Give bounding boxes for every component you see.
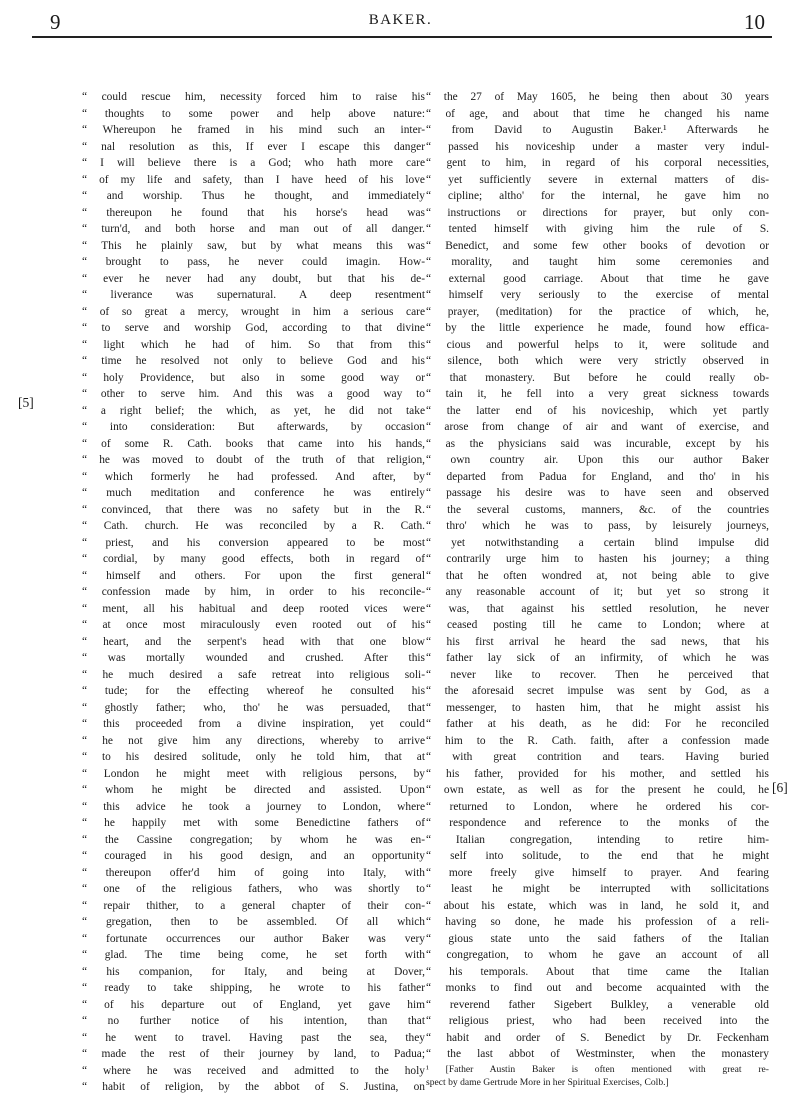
text-line: “ messenger, to hasten him, that he might assist his xyxy=(426,701,769,714)
text-line: “ respondence and reference to the monks of the xyxy=(426,817,769,829)
margin-marker-right: [6] xyxy=(772,780,788,795)
margin-marker-left: [5] xyxy=(18,395,34,410)
header-rule xyxy=(32,36,772,38)
text-line: “ nal resolution as this, If ever I escape this danger xyxy=(82,140,425,153)
left-text-column xyxy=(82,89,425,1096)
text-line: “ contrarily urge him to hasten his journey; a thing xyxy=(426,553,769,565)
text-line: “ his companion, for Italy, and being at Dover, xyxy=(82,965,425,978)
text-line: “ his father, provided for his mother, and settled his xyxy=(426,767,769,780)
page-number-left: 9 xyxy=(50,10,61,34)
text-line: “ least he might be interrupted with sollicitations xyxy=(426,883,769,895)
footnote-line: ¹ [Father Austin Baker is often mentioned with great re- xyxy=(426,1063,769,1075)
text-line: “ cious and powerful helps to it, were solitude and xyxy=(426,338,769,351)
text-line: “ tain it, he fell into a very great sickness towards xyxy=(426,388,769,400)
text-line: “ made the rest of their journey by land, to Padua; xyxy=(82,1048,425,1060)
text-line: “ ceased posting till he came to London; where at xyxy=(426,619,769,631)
text-line: “ his first arrival he heard the sad news, that his xyxy=(426,635,769,648)
text-line: “ of some R. Cath. books that came into his hands, xyxy=(82,437,425,450)
text-line: “ no further notice of his intention, than that xyxy=(82,1015,425,1027)
text-line: “ other to serve him. And this was a good way to xyxy=(82,388,425,400)
text-line: “ cipline; altho' for the internal, he gave him no xyxy=(426,190,769,202)
text-line: “ heart, and the serpent's head with that one blow xyxy=(82,635,425,648)
text-line: “ Benedict, and some few other books of devotion or xyxy=(426,239,769,252)
text-line: “ liverance was supernatural. A deep resentment xyxy=(82,289,425,301)
text-line: “ instructions or directions for prayer, but only con- xyxy=(426,206,769,219)
text-line: “ external good carriage. About that time he gave xyxy=(426,272,769,285)
text-line: “ This he plainly saw, but by what means this was xyxy=(82,239,425,252)
text-line: “ of my life and safety, than I have heed of his love xyxy=(82,173,425,186)
text-line: “ passed his noviceship under a master very indul- xyxy=(426,140,769,153)
page-header xyxy=(0,0,801,86)
text-line: “ habit of religion, by the abbot of S. Justina, on xyxy=(82,1081,425,1093)
text-line: “ that monastery. But before he could really ob- xyxy=(426,371,769,384)
text-line: “ Italian congregation, intending to retire him- xyxy=(426,833,769,846)
text-line: “ couraged in his good design, and an opportunity xyxy=(82,850,425,862)
text-line: “ Whereupon he framed in his mind such an inter- xyxy=(82,124,425,136)
text-line: “ himself and others. For upon the first general xyxy=(82,569,425,582)
text-line: “ ghostly father; who, tho' he was persuaded, that xyxy=(82,701,425,714)
text-line: “ this proceeded from a divine inspiration, yet could xyxy=(82,718,425,730)
text-line: “ of his departure out of England, yet gave him xyxy=(82,998,425,1011)
text-line: “ brought to pass, he never could imagin. How- xyxy=(82,256,425,268)
text-line: “ himself very seriously to the exercise of mental xyxy=(426,289,769,301)
text-line: “ much meditation and conference he was entirely xyxy=(82,487,425,499)
text-line: “ the last abbot of Westminster, when the monastery xyxy=(426,1048,769,1060)
text-line: “ was mortally wounded and crushed. After this xyxy=(82,652,425,664)
text-line: “ which formerly he had professed. And after, by xyxy=(82,470,425,483)
text-line: “ from David to Augustin Baker.¹ Afterwards he xyxy=(426,124,769,136)
text-line: “ having so done, he made his profession of a reli- xyxy=(426,916,769,928)
text-line: “ father lay sick of an infirmity, of which he was xyxy=(426,652,769,664)
text-line: “ this advice he took a journey to London, where xyxy=(82,800,425,813)
text-line: “ never like to recover. Then he perceived that xyxy=(426,668,769,681)
text-line: “ that he often wondred at, not being able to give xyxy=(426,569,769,582)
text-line: “ ever he never had any doubt, but that his de- xyxy=(82,272,425,285)
text-line: “ to serve and worship God, according to that divine xyxy=(82,322,425,334)
text-line: “ departed from Padua for England, and tho' in his xyxy=(426,470,769,483)
text-line: “ he not give him any directions, whereby to arrive xyxy=(82,734,425,747)
text-line: “ thro' which he was to pass, by leisurely journeys, xyxy=(426,520,769,532)
text-line: “ turn'd, and both horse and man out of all danger. xyxy=(82,223,425,235)
text-line: “ as the physicians said was incurable, except by his xyxy=(426,437,769,450)
text-line: “ thereupon he found that his horse's head was xyxy=(82,206,425,219)
text-line: “ about his estate, which was in land, he sold it, and xyxy=(426,899,769,912)
text-line: “ the aforesaid secret impulse was sent by God, as a xyxy=(426,685,769,697)
text-line: “ ready to take shipping, he wrote to his father xyxy=(82,982,425,994)
text-line: “ one of the religious fathers, who was shortly to xyxy=(82,883,425,895)
text-line: “ a right belief; the which, as yet, he did not take xyxy=(82,404,425,417)
footnote-line: spect by dame Gertrude More in her Spiritual Exercises, Colb.] xyxy=(426,1076,669,1088)
text-line: “ gregation, then to be assembled. Of all which xyxy=(82,916,425,928)
text-line: “ own estate, as well as for the present he could, he xyxy=(426,784,769,796)
text-line: “ morality, and taught him some ceremonies and xyxy=(426,256,769,268)
text-line: “ London he might meet with religious persons, by xyxy=(82,767,425,780)
text-line: “ at once most miraculously even rooted out of his xyxy=(82,619,425,631)
text-line: “ yet sufficiently severe in external matters of dis- xyxy=(426,173,769,186)
text-line: “ monks to find out and become acquainted with the xyxy=(426,982,769,994)
text-line: “ of so great a mercy, wrought in him a serious care xyxy=(82,305,425,318)
text-line: “ whom he might be directed and assisted. Upon xyxy=(82,784,425,796)
text-line: “ any reasonable account of it; but yet so strong it xyxy=(426,586,769,598)
text-line: “ the several customs, manners, &c. of the countries xyxy=(426,503,769,516)
text-line: “ father at his death, as he did: For he reconciled xyxy=(426,718,769,730)
text-line: “ gent to him, in regard of his corporal necessities, xyxy=(426,157,769,169)
text-line: “ confession made by him, in order to his reconcile- xyxy=(82,586,425,598)
text-line: “ he went to travel. Having past the sea, they xyxy=(82,1031,425,1044)
text-line: “ fortunate occurrences our author Baker was very xyxy=(82,932,425,945)
text-line: “ self into solitude, to the end that he might xyxy=(426,850,769,862)
text-line: “ repair thither, to a general chapter of their con- xyxy=(82,899,425,912)
text-line: “ arose from change of air and want of exercise, and xyxy=(426,421,769,433)
text-line: “ prayer, (meditation) for the practice of which, he, xyxy=(426,305,769,318)
text-line: “ ment, all his habitual and deep rooted vices were xyxy=(82,602,425,615)
text-line: “ the Cassine congregation; by whom he was en- xyxy=(82,833,425,846)
text-line: “ thereupon offer'd him of going into Italy, with xyxy=(82,866,425,879)
page-number-right: 10 xyxy=(744,10,765,34)
text-line: “ he much desired a safe retreat into religious soli- xyxy=(82,668,425,681)
text-line: “ time he resolved not only to believe God and his xyxy=(82,355,425,367)
text-line: “ he was moved to doubt of the truth of that religion, xyxy=(82,454,425,466)
text-line: “ silence, both which were very strictly observed in xyxy=(426,355,769,367)
text-line: “ his temporals. About that time came the Italian xyxy=(426,965,769,978)
text-line: “ priest, and his conversion appeared to be most xyxy=(82,536,425,549)
text-line: “ more freely give himself to prayer. And fearing xyxy=(426,866,769,879)
text-line: “ glad. The time being come, he set forth with xyxy=(82,949,425,961)
text-line: “ could rescue him, necessity forced him to raise his xyxy=(82,91,425,103)
text-line: “ gious state unto the said fathers of the Italian xyxy=(426,932,769,945)
text-line: “ was, that against his settled resolution, he never xyxy=(426,602,769,615)
text-line: “ he happily met with some Benedictine fathers of xyxy=(82,817,425,829)
text-line: “ yet notwithstanding a certain blind impulse did xyxy=(426,536,769,549)
text-line: “ and worship. Thus he thought, and immediately xyxy=(82,190,425,202)
text-line: “ where he was received and admitted to the holy xyxy=(82,1064,425,1077)
text-line: “ congregation, to whom he gave an account of all xyxy=(426,949,769,961)
text-line: “ thoughts to some power and help above nature: xyxy=(82,107,425,120)
text-line: “ reverend father Sigebert Bulkley, a venerable old xyxy=(426,998,769,1011)
text-line: “ cordial, by many good effects, both in regard of xyxy=(82,553,425,565)
text-line: “ habit and order of S. Benedict by Dr. Feckenham xyxy=(426,1031,769,1044)
text-line: “ him to the R. Cath. faith, after a confession made xyxy=(426,734,769,747)
right-text-column xyxy=(426,89,769,1089)
text-line: “ returned to London, where he ordered his cor- xyxy=(426,800,769,813)
text-line: “ with great contrition and tears. Having buried xyxy=(426,751,769,763)
text-line: “ religious priest, who had been received into the xyxy=(426,1015,769,1027)
text-line: “ to his desired solitude, only he told him, that at xyxy=(82,751,425,763)
text-line: “ tude; for the effecting whereof he consulted his xyxy=(82,685,425,697)
text-line: “ into consideration: But afterwards, by occasion xyxy=(82,421,425,433)
text-line: “ holy Providence, but also in some good way or xyxy=(82,371,425,384)
text-line: “ the 27 of May 1605, he being then about 30 years xyxy=(426,91,769,103)
text-line: “ own country air. Upon this our author Baker xyxy=(426,454,769,466)
text-line: “ convinced, that there was no safety but in the R. xyxy=(82,503,425,516)
text-line: “ light which he had of him. So that from this xyxy=(82,338,425,351)
text-line: “ by the little experience he made, found how effica- xyxy=(426,322,769,334)
text-line: “ I will believe there is a God; who hath more care xyxy=(82,157,425,169)
text-line: “ passage his desire was to have seen and observed xyxy=(426,487,769,499)
text-line: “ Cath. church. He was reconciled by a R. Cath. xyxy=(82,520,425,532)
text-line: “ the latter end of his noviceship, which yet partly xyxy=(426,404,769,417)
text-line: “ tented himself with giving him the rule of S. xyxy=(426,223,769,235)
running-title: BAKER. xyxy=(368,12,433,28)
text-line: “ of age, and about that time he changed his name xyxy=(426,107,769,120)
